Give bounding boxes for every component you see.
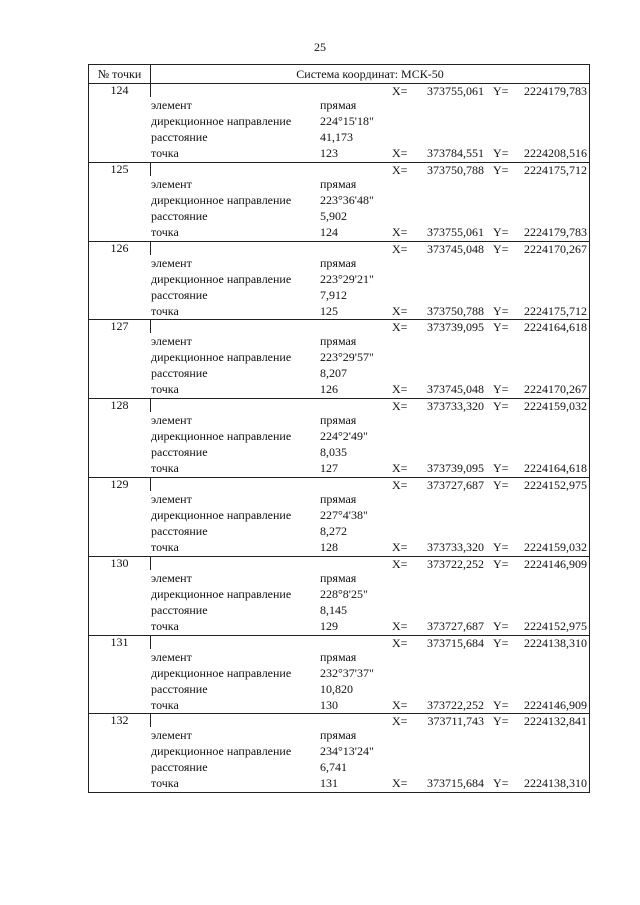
x-label: X=: [392, 146, 408, 160]
direction-value: 223°29'57": [320, 350, 374, 365]
point-label: точка: [151, 461, 179, 476]
distance-label: расстояние: [151, 130, 208, 144]
distance-value: 41,173: [320, 130, 353, 144]
y-label: Y=: [493, 146, 509, 160]
direction-label: дирекционное направление: [151, 192, 292, 207]
element-row: [89, 98, 589, 113]
x-label: X=: [392, 320, 408, 335]
to-y-value: 2224164,618: [524, 461, 587, 476]
distance-label: расстояние: [151, 681, 208, 696]
distance-value: 8,145: [320, 602, 347, 617]
direction-row: [89, 193, 589, 208]
table-row: [89, 557, 589, 636]
point-number: 125: [89, 163, 151, 176]
to-y-value: 2224138,310: [524, 776, 587, 791]
direction-row: [89, 744, 589, 759]
y-value: 2224152,975: [524, 477, 587, 492]
y-label: Y=: [493, 714, 509, 729]
to-point-row: [89, 619, 589, 634]
distance-label: расстояние: [151, 445, 208, 460]
direction-value: 227°4'38": [320, 507, 368, 522]
x-value: 373745,048: [427, 241, 484, 256]
element-label: элемент: [151, 334, 192, 349]
to-y-value: 2224170,267: [524, 382, 587, 397]
point-number: 126: [89, 242, 151, 255]
element-value: прямая: [320, 255, 357, 270]
element-value: прямая: [320, 649, 357, 664]
element-label: элемент: [151, 649, 192, 664]
to-point-number: 130: [320, 697, 338, 712]
point-coordinates-row: [89, 478, 589, 493]
to-point-number: 123: [320, 146, 338, 160]
to-point-number: 126: [320, 382, 338, 397]
to-point-row: [89, 776, 589, 791]
direction-label: дирекционное направление: [151, 665, 292, 680]
table-row: [89, 399, 589, 478]
direction-row: [89, 587, 589, 602]
y-label: Y=: [493, 461, 509, 476]
to-point-number: 131: [320, 776, 338, 791]
to-y-value: 2224159,032: [524, 539, 587, 554]
distance-label: расстояние: [151, 287, 208, 302]
y-value: 2224138,310: [524, 635, 587, 650]
x-label: X=: [392, 477, 408, 492]
point-number: 128: [89, 399, 151, 412]
x-label: X=: [392, 303, 408, 318]
distance-label: расстояние: [151, 366, 208, 381]
distance-label: расстояние: [151, 523, 208, 538]
direction-value: 224°15'18": [320, 114, 374, 128]
element-label: элемент: [151, 98, 192, 112]
coordinates-table: [88, 64, 590, 793]
table-row: [89, 84, 589, 163]
element-label: элемент: [151, 728, 192, 743]
x-label: X=: [392, 776, 408, 791]
direction-label: дирекционное направление: [151, 271, 292, 286]
x-label: X=: [392, 399, 408, 414]
direction-label: дирекционное направление: [151, 114, 292, 128]
point-label: точка: [151, 776, 179, 791]
to-x-value: 373733,320: [427, 539, 484, 554]
to-y-value: 2224208,516: [524, 146, 587, 160]
to-y-value: 2224146,909: [524, 697, 587, 712]
x-label: X=: [392, 539, 408, 554]
distance-row: [89, 288, 589, 303]
distance-row: [89, 524, 589, 539]
direction-row: [89, 272, 589, 287]
point-coordinates-row: [89, 84, 589, 99]
table-row: [89, 163, 589, 242]
point-label: точка: [151, 697, 179, 712]
to-point-row: [89, 304, 589, 319]
direction-row: [89, 429, 589, 444]
x-label: X=: [392, 714, 408, 729]
to-point-number: 125: [320, 303, 338, 318]
header-coordinate-system: Система координат: МСК-50: [296, 67, 444, 81]
direction-label: дирекционное направление: [151, 507, 292, 522]
to-point-row: [89, 382, 589, 397]
direction-row: [89, 350, 589, 365]
table-row: [89, 478, 589, 557]
y-label: Y=: [493, 382, 509, 397]
direction-label: дирекционное направление: [151, 429, 292, 444]
to-point-number: 129: [320, 618, 338, 633]
y-value: 2224179,783: [524, 84, 587, 98]
point-number: 127: [89, 320, 151, 333]
distance-label: расстояние: [151, 602, 208, 617]
direction-value: 232°37'37": [320, 665, 374, 680]
direction-label: дирекционное направление: [151, 744, 292, 759]
element-row: [89, 256, 589, 271]
y-label: Y=: [493, 84, 509, 98]
distance-label: расстояние: [151, 760, 208, 775]
y-value: 2224159,032: [524, 399, 587, 414]
to-x-value: 373755,061: [427, 224, 484, 239]
to-point-row: [89, 540, 589, 555]
element-row: [89, 728, 589, 743]
distance-row: [89, 366, 589, 381]
direction-value: 234°13'24": [320, 744, 374, 759]
table-row: [89, 242, 589, 321]
y-value: 2224175,712: [524, 162, 587, 177]
distance-row: [89, 682, 589, 697]
y-value: 2224146,909: [524, 556, 587, 571]
x-value: 373722,252: [427, 556, 484, 571]
distance-row: [89, 130, 589, 145]
direction-value: 223°36'48": [320, 192, 374, 207]
y-label: Y=: [493, 618, 509, 633]
to-y-value: 2224152,975: [524, 618, 587, 633]
element-value: прямая: [320, 570, 357, 585]
element-value: прямая: [320, 334, 357, 349]
y-label: Y=: [493, 556, 509, 571]
element-row: [89, 177, 589, 192]
element-label: элемент: [151, 491, 192, 506]
to-x-value: 373750,788: [427, 303, 484, 318]
to-x-value: 373727,687: [427, 618, 484, 633]
x-value: 373739,095: [427, 320, 484, 335]
y-label: Y=: [493, 539, 509, 554]
distance-value: 6,741: [320, 760, 347, 775]
y-label: Y=: [493, 241, 509, 256]
distance-value: 8,207: [320, 366, 347, 381]
x-value: 373755,061: [427, 84, 484, 98]
element-value: прямая: [320, 728, 357, 743]
element-label: элемент: [151, 413, 192, 428]
to-x-value: 373715,684: [427, 776, 484, 791]
to-y-value: 2224179,783: [524, 224, 587, 239]
y-value: 2224164,618: [524, 320, 587, 335]
distance-row: [89, 603, 589, 618]
point-number: 131: [89, 636, 151, 649]
point-coordinates-row: [89, 399, 589, 414]
x-label: X=: [392, 461, 408, 476]
x-value: 373733,320: [427, 399, 484, 414]
table-row: [89, 636, 589, 715]
x-label: X=: [392, 241, 408, 256]
element-label: элемент: [151, 570, 192, 585]
element-row: [89, 413, 589, 428]
x-label: X=: [392, 556, 408, 571]
distance-value: 8,272: [320, 523, 347, 538]
direction-row: [89, 508, 589, 523]
y-label: Y=: [493, 162, 509, 177]
element-value: прямая: [320, 176, 357, 191]
x-label: X=: [392, 618, 408, 633]
to-x-value: 373739,095: [427, 461, 484, 476]
point-number: 124: [89, 84, 151, 97]
x-value: 373727,687: [427, 477, 484, 492]
header-point-number: № точки: [89, 65, 151, 83]
element-label: элемент: [151, 176, 192, 191]
y-label: Y=: [493, 776, 509, 791]
to-point-row: [89, 698, 589, 713]
to-point-row: [89, 225, 589, 240]
distance-value: 5,902: [320, 208, 347, 223]
table-header: [89, 65, 589, 84]
to-point-number: 127: [320, 461, 338, 476]
direction-row: [89, 666, 589, 681]
element-value: прямая: [320, 98, 357, 112]
point-coordinates-row: [89, 557, 589, 572]
element-value: прямая: [320, 491, 357, 506]
element-value: прямая: [320, 413, 357, 428]
distance-label: расстояние: [151, 208, 208, 223]
to-y-value: 2224175,712: [524, 303, 587, 318]
to-point-number: 124: [320, 224, 338, 239]
distance-value: 7,912: [320, 287, 347, 302]
point-label: точка: [151, 303, 179, 318]
point-label: точка: [151, 224, 179, 239]
y-label: Y=: [493, 303, 509, 318]
element-row: [89, 334, 589, 349]
distance-row: [89, 760, 589, 775]
x-label: X=: [392, 382, 408, 397]
point-label: точка: [151, 382, 179, 397]
point-number: 129: [89, 478, 151, 491]
point-coordinates-row: [89, 636, 589, 651]
point-coordinates-row: [89, 320, 589, 335]
x-value: 373711,743: [427, 714, 484, 729]
distance-value: 8,035: [320, 445, 347, 460]
x-value: 373750,788: [427, 162, 484, 177]
element-row: [89, 571, 589, 586]
y-value: 2224170,267: [524, 241, 587, 256]
element-row: [89, 650, 589, 665]
point-number: 132: [89, 714, 151, 727]
to-point-row: [89, 146, 589, 161]
table-body: [89, 84, 589, 792]
point-number: 130: [89, 557, 151, 570]
distance-value: 10,820: [320, 681, 353, 696]
point-coordinates-row: [89, 163, 589, 178]
y-label: Y=: [493, 224, 509, 239]
direction-value: 224°2'49": [320, 429, 368, 444]
table-row: [89, 714, 589, 792]
direction-label: дирекционное направление: [151, 586, 292, 601]
point-label: точка: [151, 539, 179, 554]
y-label: Y=: [493, 477, 509, 492]
x-label: X=: [392, 162, 408, 177]
to-x-value: 373784,551: [427, 146, 484, 160]
to-point-row: [89, 461, 589, 476]
element-row: [89, 492, 589, 507]
direction-value: 223°29'21": [320, 271, 374, 286]
element-label: элемент: [151, 255, 192, 270]
y-label: Y=: [493, 635, 509, 650]
point-coordinates-row: [89, 242, 589, 257]
x-value: 373715,684: [427, 635, 484, 650]
point-label: точка: [151, 146, 179, 160]
x-label: X=: [392, 697, 408, 712]
distance-row: [89, 209, 589, 224]
point-label: точка: [151, 618, 179, 633]
y-label: Y=: [493, 697, 509, 712]
y-label: Y=: [493, 320, 509, 335]
x-label: X=: [392, 84, 408, 98]
y-label: Y=: [493, 399, 509, 414]
to-x-value: 373722,252: [427, 697, 484, 712]
to-point-number: 128: [320, 539, 338, 554]
direction-value: 228°8'25": [320, 586, 368, 601]
table-row: [89, 320, 589, 399]
x-label: X=: [392, 224, 408, 239]
y-value: 2224132,841: [524, 714, 587, 729]
point-coordinates-row: [89, 714, 589, 729]
direction-label: дирекционное направление: [151, 350, 292, 365]
x-label: X=: [392, 635, 408, 650]
page-number: 25: [314, 40, 326, 54]
direction-row: [89, 114, 589, 129]
distance-row: [89, 445, 589, 460]
to-x-value: 373745,048: [427, 382, 484, 397]
